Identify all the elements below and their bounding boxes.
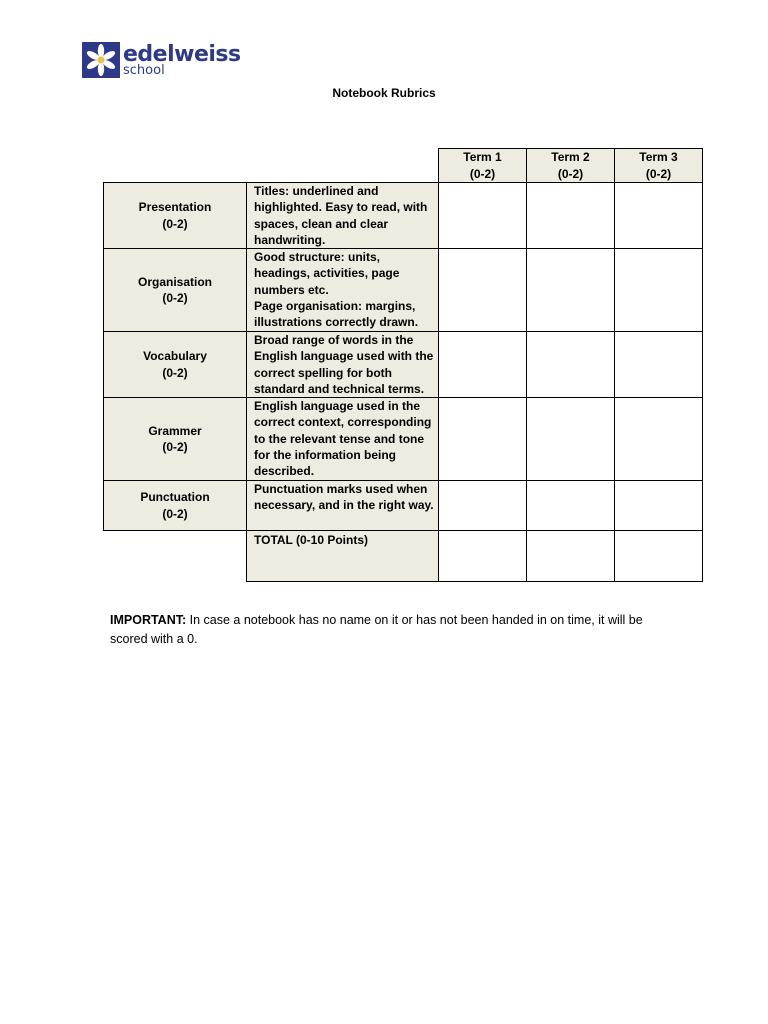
category-label: Vocabulary bbox=[143, 349, 207, 364]
score-organisation-term-3[interactable] bbox=[614, 248, 703, 332]
category-range: (0-2) bbox=[162, 291, 188, 305]
category-grammer bbox=[103, 397, 247, 481]
total-term-3[interactable] bbox=[614, 530, 703, 582]
category-label: Presentation bbox=[138, 200, 212, 215]
description-text-2: Page organisation: margins, illustrations correctly drawn. bbox=[254, 298, 419, 330]
score-grammer-term-2[interactable] bbox=[526, 397, 615, 481]
score-punctuation-term-1[interactable] bbox=[438, 480, 527, 531]
school-logo bbox=[82, 42, 241, 78]
score-vocabulary-term-1[interactable] bbox=[438, 331, 527, 398]
term-3-label: Term 3 bbox=[639, 150, 678, 165]
description-vocabulary bbox=[246, 331, 439, 398]
total-term-1[interactable] bbox=[438, 530, 527, 582]
score-grammer-term-1[interactable] bbox=[438, 397, 527, 481]
important-note bbox=[110, 611, 670, 649]
description-punctuation bbox=[246, 480, 439, 531]
logo-subtitle: school bbox=[123, 62, 165, 78]
description-text: English language used in the correct context, corresponding to the relevant tense and tone for the information being described. bbox=[254, 399, 432, 479]
description-presentation bbox=[246, 182, 439, 249]
category-label: Organisation bbox=[137, 274, 212, 289]
category-label: Grammer bbox=[148, 423, 202, 438]
edelweiss-flower-icon bbox=[82, 42, 120, 78]
document-title: Notebook Rubrics bbox=[332, 86, 436, 100]
category-presentation bbox=[103, 182, 247, 249]
term-1-label: Term 1 bbox=[463, 150, 502, 165]
score-organisation-term-1[interactable] bbox=[438, 248, 527, 332]
category-organisation bbox=[103, 248, 247, 332]
category-range: (0-2) bbox=[162, 440, 188, 454]
score-grammer-term-3[interactable] bbox=[614, 397, 703, 481]
score-presentation-term-3[interactable] bbox=[614, 182, 703, 249]
category-range: (0-2) bbox=[162, 216, 188, 231]
description-text: Good structure: units, headings, activities, page numbers etc. bbox=[254, 250, 400, 297]
description-text: Titles: underlined and highlighted. Easy to read, with spaces, clean and clear handwriting. bbox=[254, 184, 428, 247]
score-presentation-term-2[interactable] bbox=[526, 182, 615, 249]
score-organisation-term-2[interactable] bbox=[526, 248, 615, 332]
term-1-range: (0-2) bbox=[469, 166, 496, 181]
description-text: Broad range of words in the English language used with the correct spelling for both standard and technical terms. bbox=[254, 333, 434, 396]
total-label-cell bbox=[246, 530, 439, 582]
term-1-header bbox=[438, 148, 527, 183]
category-range: (0-2) bbox=[162, 365, 188, 380]
description-organisation bbox=[246, 248, 439, 332]
score-punctuation-term-3[interactable] bbox=[614, 480, 703, 531]
total-label: TOTAL (0-10 Points) bbox=[254, 533, 369, 547]
description-grammer bbox=[246, 397, 439, 481]
term-2-header bbox=[526, 148, 615, 183]
description-text: Punctuation marks used when necessary, and in the right way. bbox=[254, 482, 434, 513]
important-text: In case a notebook has no name on it or has not been handed in on time, it will be scored with a 0. bbox=[110, 613, 643, 646]
important-label: IMPORTANT: bbox=[110, 613, 187, 627]
score-vocabulary-term-2[interactable] bbox=[526, 331, 615, 398]
score-presentation-term-1[interactable] bbox=[438, 182, 527, 249]
term-2-label: Term 2 bbox=[551, 150, 590, 165]
category-vocabulary bbox=[103, 331, 247, 398]
category-range: (0-2) bbox=[162, 506, 188, 521]
term-3-header bbox=[614, 148, 703, 183]
score-punctuation-term-2[interactable] bbox=[526, 480, 615, 531]
total-term-2[interactable] bbox=[526, 530, 615, 582]
logo-wordmark: edelweiss bbox=[123, 41, 241, 67]
term-2-range: (0-2) bbox=[557, 166, 584, 181]
term-3-range: (0-2) bbox=[645, 166, 672, 181]
category-punctuation bbox=[103, 480, 247, 531]
score-vocabulary-term-3[interactable] bbox=[614, 331, 703, 398]
category-label: Punctuation bbox=[140, 490, 210, 505]
